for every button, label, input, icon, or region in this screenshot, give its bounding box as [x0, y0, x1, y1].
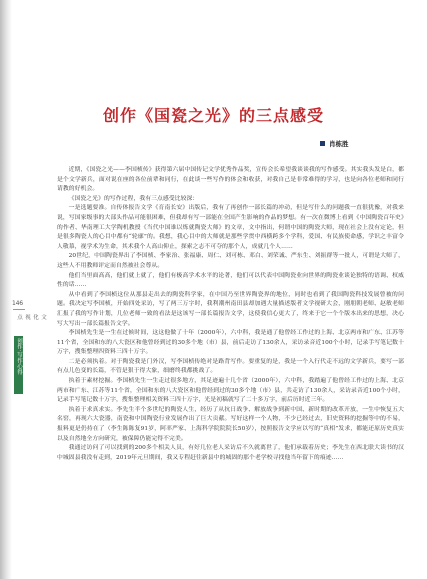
author-name: 肖栋胜: [329, 140, 349, 148]
paragraph: 李国桢先生是一生在过候时间，这这他做了十年（2000年），六中科，我是通了他曾经工作过的上海、北京两市和广东、江苏等11个省，全国和东的八大瓷区和他曾经到过的30多个地（市）县，前后走访了130余人，采访录音近100个小时，记录手写笔记数十万字，搜集整理四资料三四十万字。: [57, 330, 404, 356]
paragraph: 《国瓷之光》的写作过程，我有三点感受比较深：: [68, 195, 199, 202]
byline: [320, 139, 349, 148]
paragraph: 二是必须执着。对于陶瓷我是门外汉，写李国桢传绝对是路背写作。要重复的是，我是一个入行代走不远的文学新兵，要写一部有点儿色变的长篇，不管是狠于得大象，细磨终我都挑战了。: [57, 358, 404, 375]
paragraph: 从中看到了李国桢这位从那县走出去的陶瓷科学家，在中国乃至世界陶瓷界的地位，同时也看到了我国陶瓷科技发展曾被的问题。我决定写李国桢，开始四处采访，写了两三万字时，我利潮州南田县却加遇大量描述版者文学视研大会，刚朋朝老师、赵敏老师汇报了我的写作计划，几位老师一致的看法是这该写一部长篇报告文学，这使我信心更大了，终来于它一个个版本出来的思想，决心写大写出一部长篇报告文学。: [57, 291, 404, 327]
paragraph: 20世纪，中国陶瓷界出了李国桢、李家治、张福康、周仁、刘可栋、邓白、刘荣诚、严东生、刘振群等一批人，可谓是大师了，这些人不用教师评定而自然被社会尊从。: [57, 253, 404, 269]
column-label: 创作·写作心得: [16, 338, 22, 375]
paragraph: 他们当里面高高，他们就上就了，他们有极高学术水平的论著，他们可以代表中国陶瓷业向世界的陶瓷业谈论独特的语调、权威性的话……: [57, 272, 404, 289]
paragraph: 近期，《国瓷之光——李国桢传》获得第六届中国传记文学优秀作品奖，宣传会长希望我谈谈我的写作感受。其实我头发是白，都是个文学新兵，面对说在座的各位前辈和同行，在此谈一些写作的体会和收获，对我自己是非常难得的学习，也是向各位老师和同行请教的好机会。: [57, 167, 404, 193]
paragraph: 我通过访问了可以找到的200多个相关人员，有好几位老人采访后不久就离世了，他们承载着历史；李先生在西北联大读书的汉中城固县我没有走到，2019年元旦期间，我又专程赶往新县中的城固的那个老学校寻找他当年留下的痕迹……: [57, 445, 404, 461]
section-label: 文化视点: [16, 314, 46, 320]
column-label-box: [14, 336, 23, 394]
paragraph: 执着于素材挖掘。李国桢先生一生走过很多地方，其足迹遍十几个省（2000年），六中科，我踏遍了他曾经工作过的上海、北京两市和广东、江苏等11个省，全国和东的八大瓷区和他曾经到过的30多个地（市）县，共走访了130余人，采访录音近100个小时，记录手写笔记数十万字，搜集整理相关资料三四十万字，光是初稿就写了二十多万字，前后历时近三年。: [57, 378, 404, 404]
side-divider: [13, 309, 25, 310]
page-number: 146: [12, 300, 23, 307]
article-body: [57, 166, 404, 463]
paragraph: 一是选题要准。自传体报告文学《育南长安》出版后，我有了再创作一部长篇的冲动，但是写什么的问题我一直很犹豫，对我来说，写国家级事的大部头作品可能很困难，但我却有写一部能在全国产生影响的作品的梦想。有一次在微博上看到《中国陶瓷百年史》的作者、华南理工大学陶机教授《当代中国谁以炼就陶瓷大师》的文章，文中指出，何谓中国的陶瓷大师，现在社会上没有定论，但是很多陶瓷人的心目中都有“轮廓”的。我想，我心目中的大师就是那些学贯中西横跨多个学科，爱国、有民族使命感，学识之丰富令人敬慕，视学术为生命，其术我个人高山仰止，探索之志不可夺的那个人，成就几个人……: [57, 205, 404, 250]
paragraph: 执着于求真求实。李先生半个多世纪的陶瓷人生，经历了从抗日战争、解放战争到新中国、新时期的改革开放，一生中恢复五大名窑，再现六大瓷器，南瓷和中国陶瓷行业发展作出了巨大贡献。写好这样一个人物，不少已经过去，旧史资料的挖掘等中的不易，报料更是仍持在了（李生陈陈复91岁，阿率严家、上海科学院院院长50岁），按照报告文学应以写的“真相”发求，都能还原历史真实以及自然地全方向研究，被保障仍能完得不完美。: [57, 406, 404, 442]
page-fold-shadow: [0, 0, 12, 579]
square-bullet-icon: [320, 141, 325, 146]
article-title: 创作《国瓷之光》的三点感受: [102, 105, 324, 125]
